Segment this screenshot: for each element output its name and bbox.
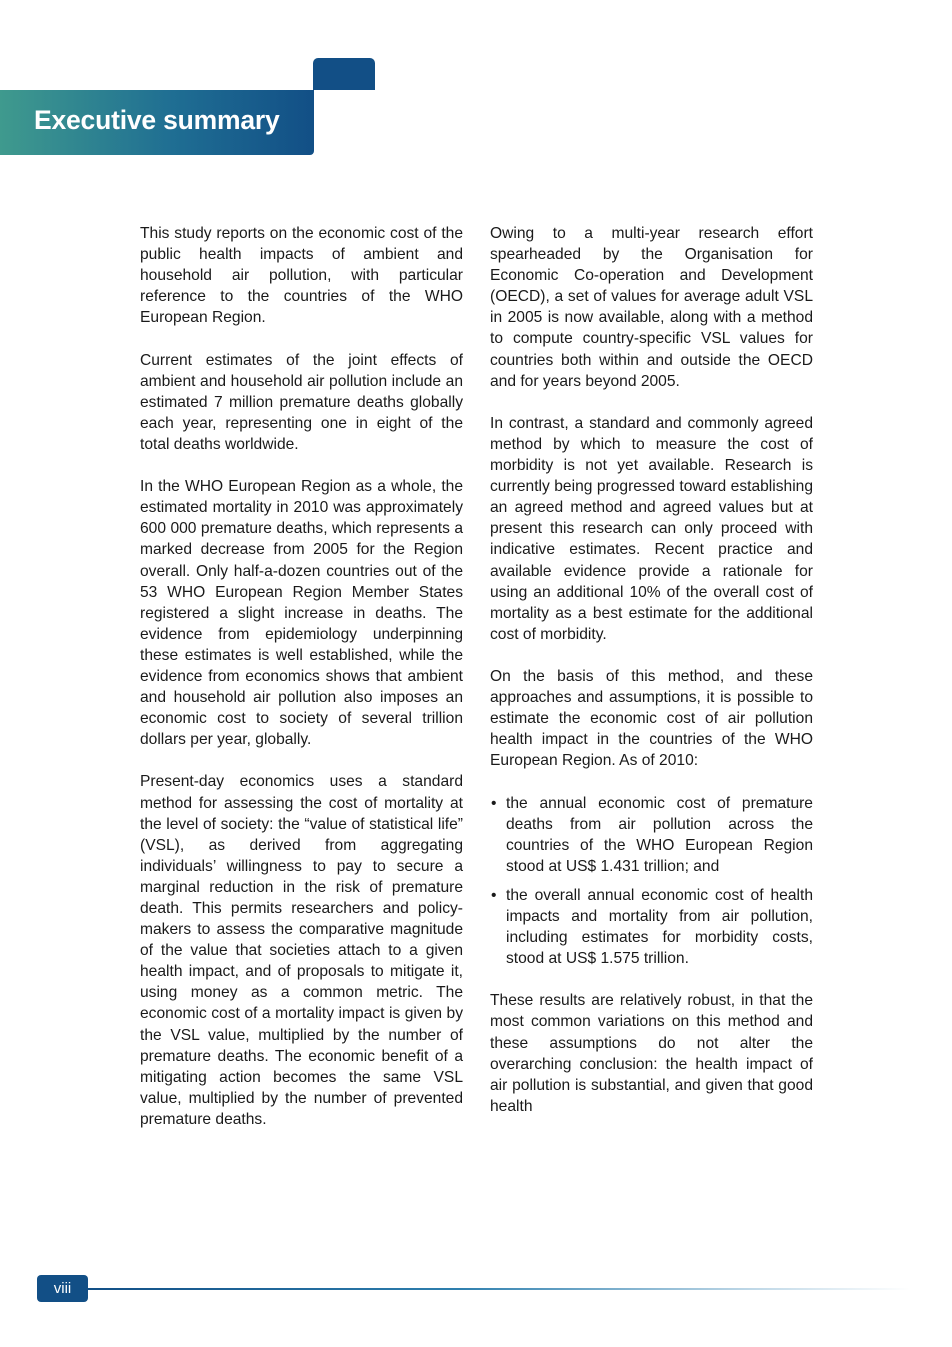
paragraph: Owing to a multi-year research effort spearheaded by the Organisation for Economic Co-operation and Development (OECD), a set of values for average adult VSL in 2005 is now available, along with a method to compute country-specific VSL values for countries both within and outside the OECD and for years beyond 2005. xyxy=(490,225,813,390)
right-column xyxy=(490,223,813,1138)
section-banner xyxy=(0,90,314,155)
paragraph: Current estimates of the joint effects of ambient and household air pollution include an estimated 7 million premature deaths globally each year, representing one in eight of the total deaths worldwide. xyxy=(140,351,463,453)
left-column xyxy=(140,223,463,1151)
bullet-item: • the annual economic cost of premature deaths from air pollution across the countries of the WHO European Region stood at US$ 1.431 trillion; and xyxy=(490,793,813,877)
header-tab-accent xyxy=(313,58,375,90)
bullet-list xyxy=(490,793,813,970)
paragraph: In contrast, a standard and commonly agreed method by which to measure the cost of morbidity is not yet available. Research is currently being progressed toward establishing an agreed method and agreed values but at present this research can only proceed with indicative estimates. Recent practice and available evidence provide a rationale for using an additional 10% of the overall cost of mortality as a best estimate for the additional cost of morbidity. xyxy=(490,414,813,643)
paragraph: This study reports on the economic cost of the public health impacts of ambient and household air pollution, with particular reference to the countries of the WHO European Region. xyxy=(140,225,463,327)
bullet-item: • the overall annual economic cost of health impacts and mortality from air pollution, including estimates for morbidity costs, stood at US$ 1.575 trillion. xyxy=(490,885,813,969)
paragraph: On the basis of this method, and these approaches and assumptions, it is possible to estimate the economic cost of air pollution health impact in the countries of the WHO European Region. As of 2010: xyxy=(490,667,813,770)
page-title: Executive summary xyxy=(34,105,280,135)
paragraph: Present-day economics uses a standard method for assessing the cost of mortality at the level of society: the “value of statistical life” (VSL), as derived from aggregating individuals’ willingness to pay to secure a marginal reduction in the risk of premature death. This permits researchers and policy-makers to assess the comparative magnitude of the value that societies attach to a given health impact, and of proposals to mitigate it, using money as a common metric. The economic cost of a mortality impact is given by the VSL value, multiplied by the number of premature deaths. The economic benefit of a mitigating action becomes the same VSL value, multiplied by the number of prevented premature deaths. xyxy=(140,773,463,1128)
footer-rule xyxy=(88,1288,910,1290)
paragraph: In the WHO European Region as a whole, the estimated mortality in 2010 was approximately 600 000 premature deaths, which represents a marked decrease from 2005 for the Region overall. Only half-a-dozen countries out of the 53 WHO European Region Member States registered a slight increase in deaths. The evidence from epidemiology underpinning these estimates is well established, while the evidence from economics shows that ambient and household air pollution also imposes an economic cost to society of several trillion dollars per year, globally. xyxy=(140,478,463,749)
page-number: viii xyxy=(37,1275,88,1302)
paragraph: These results are relatively robust, in that the most common variations on this method and these assumptions do not alter the overarching conclusion: the health impact of air pollution is substantial, and given that good health xyxy=(490,992,813,1115)
